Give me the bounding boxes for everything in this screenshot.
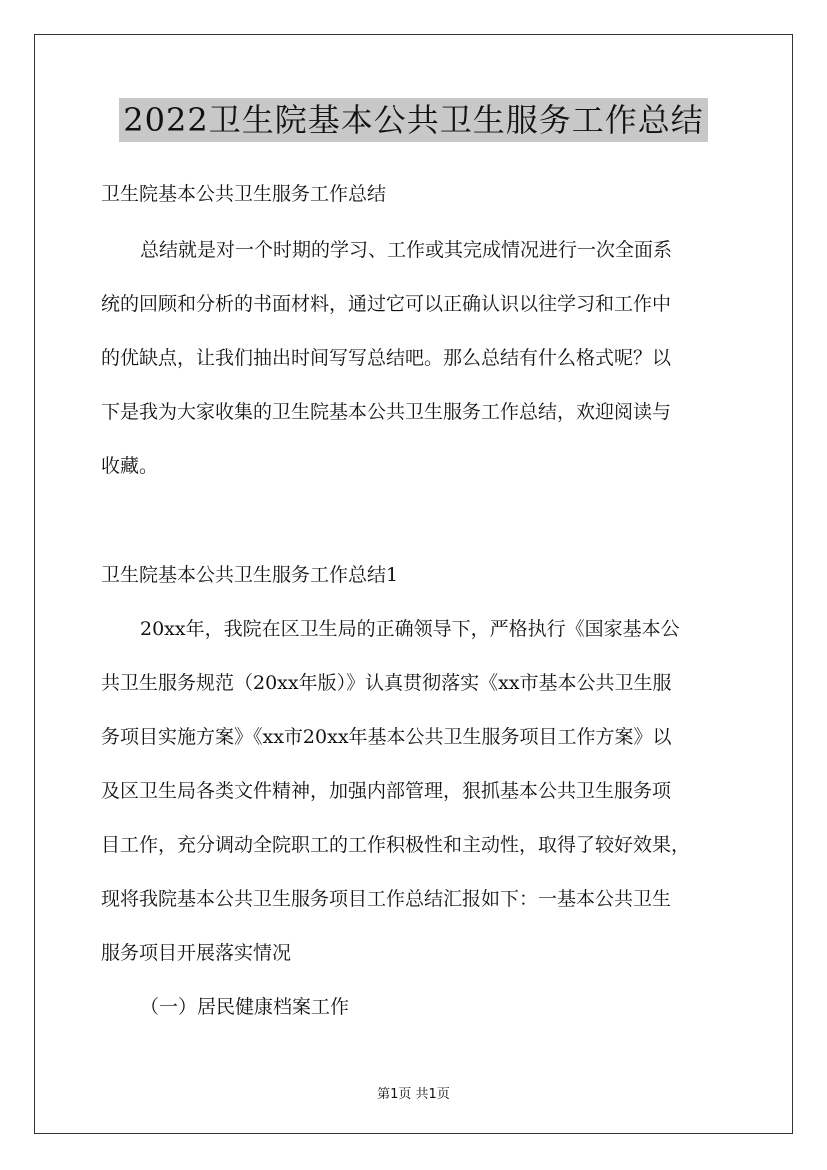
body-line: 服务项目开展落实情况 xyxy=(101,942,292,964)
intro-line: 总结就是对一个时期的学习、工作或其完成情况进行一次全面系 xyxy=(140,239,673,261)
body-line: 目工作，充分调动全院职工的工作积极性和主动性，取得了较好效果， xyxy=(101,834,691,856)
body-line: 及区卫生局各类文件精神，加强内部管理，狠抓基本公共卫生服务项 xyxy=(101,780,672,802)
subtitle: 卫生院基本公共卫生服务工作总结 xyxy=(101,183,387,205)
body-line: 现将我院基本公共卫生服务项目工作总结汇报如下：一基本公共卫生 xyxy=(101,888,672,910)
section-heading: 卫生院基本公共卫生服务工作总结1 xyxy=(101,564,399,586)
intro-line: 的优缺点，让我们抽出时间写写总结吧。那么总结有什么格式呢？以 xyxy=(101,347,672,369)
body-line: 务项目实施方案》《xx市20xx年基本公共卫生服务项目工作方案》以 xyxy=(101,726,672,748)
subheading: （一）居民健康档案工作 xyxy=(140,996,350,1018)
body-line: 共卫生服务规范（20xx年版）》认真贯彻落实《xx市基本公共卫生服 xyxy=(101,672,672,694)
intro-line: 下是我为大家收集的卫生院基本公共卫生服务工作总结，欢迎阅读与 xyxy=(101,401,672,423)
title-container xyxy=(0,98,827,142)
intro-line: 收藏。 xyxy=(101,455,159,477)
page-footer: 第1页 共1页 xyxy=(377,1087,450,1102)
intro-line: 统的回顾和分析的书面材料，通过它可以正确认识以往学习和工作中 xyxy=(101,293,672,315)
body-line: 20xx年，我院在区卫生局的正确领导下，严格执行《国家基本公 xyxy=(140,618,680,640)
document-title: 2022卫生院基本公共卫生服务工作总结 xyxy=(119,98,707,142)
